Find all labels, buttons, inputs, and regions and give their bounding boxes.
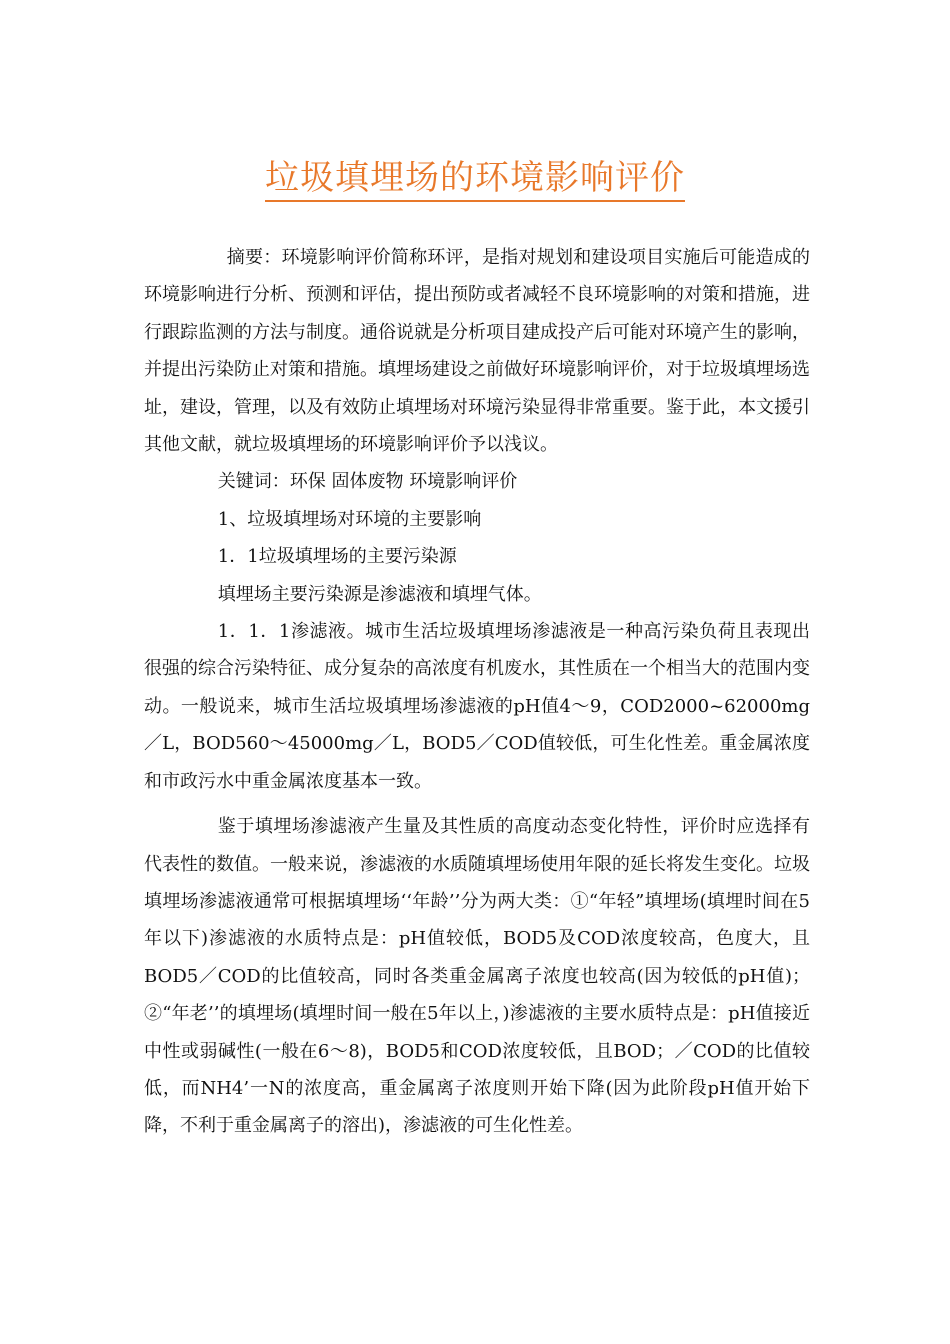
subsection-heading: 1．1垃圾填埋场的主要污染源 (217, 546, 457, 568)
body-paragraph: 鉴于填埋场渗滤液产生量及其性质的高度动态变化特性，评价时应选择有代表性的数值。一般来说，渗滤液的水质随填埋场使用年限的延长将发生变化。垃圾填埋场渗滤液通常可根据填埋场‘‘年龄’’分为两大类：①“年轻”填埋场(填埋时间在5年以下)渗滤液的水质特点是：pH值较低，BOD5及COD浓度较高，色度大，且BOD5／COD的比值较高，同时各类重金属离子浓度也较高(因为较低的pH值)；②“年老’’的填埋场(填埋时间一般在5年以上，)渗滤液的主要水质特点是：pH值接近中性或弱碱性(一般在6～8)，BOD5和COD浓度较低，且BOD；／COD的比值较低，而NH4’一N的浓度高，重金属离子浓度则开始下降(因为此阶段pH值开始下降，不利于重金属离子的溶出)，渗滤液的可生化性差。 (144, 816, 810, 1137)
document-title (0, 150, 950, 206)
body-paragraph: 1．1．1渗滤液。城市生活垃圾填埋场渗滤液是一种高污染负荷且表现出很强的综合污染特征、成分复杂的高浓度有机废水，其性质在一个相当大的范围内变动。一般说来，城市生活垃圾填埋场渗滤液的pH值4～9，COD2000~62000mg／L，BOD560～45000mg／L，BOD5／COD值较低，可生化性差。重金属浓度和市政污水中重金属浓度基本一致。 (144, 621, 810, 792)
abstract-paragraph: 摘要：环境影响评价简称环评，是指对规划和建设项目实施后可能造成的环境影响进行分析、预测和评估，提出预防或者减轻不良环境影响的对策和措施，进行跟踪监测的方法与制度。通俗说就是分析项目建成投产后可能对环境产生的影响，并提出污染防止对策和措施。填埋场建设之前做好环境影响评价，对于垃圾填埋场选址，建设，管理，以及有效防止填埋场对环境污染显得非常重要。鉴于此，本文援引其他文献，就垃圾填埋场的环境影响评价予以浅议。 (144, 247, 810, 456)
keywords-line: 关键词：环保 固体废物 环境影响评价 (217, 471, 518, 493)
document-body (144, 239, 810, 1145)
document-title-text: 垃圾填埋场的环境影响评价 (265, 158, 685, 202)
body-paragraph: 填埋场主要污染源是渗滤液和填埋气体。 (217, 583, 542, 605)
section-heading: 1、垃圾填埋场对环境的主要影响 (217, 508, 482, 530)
